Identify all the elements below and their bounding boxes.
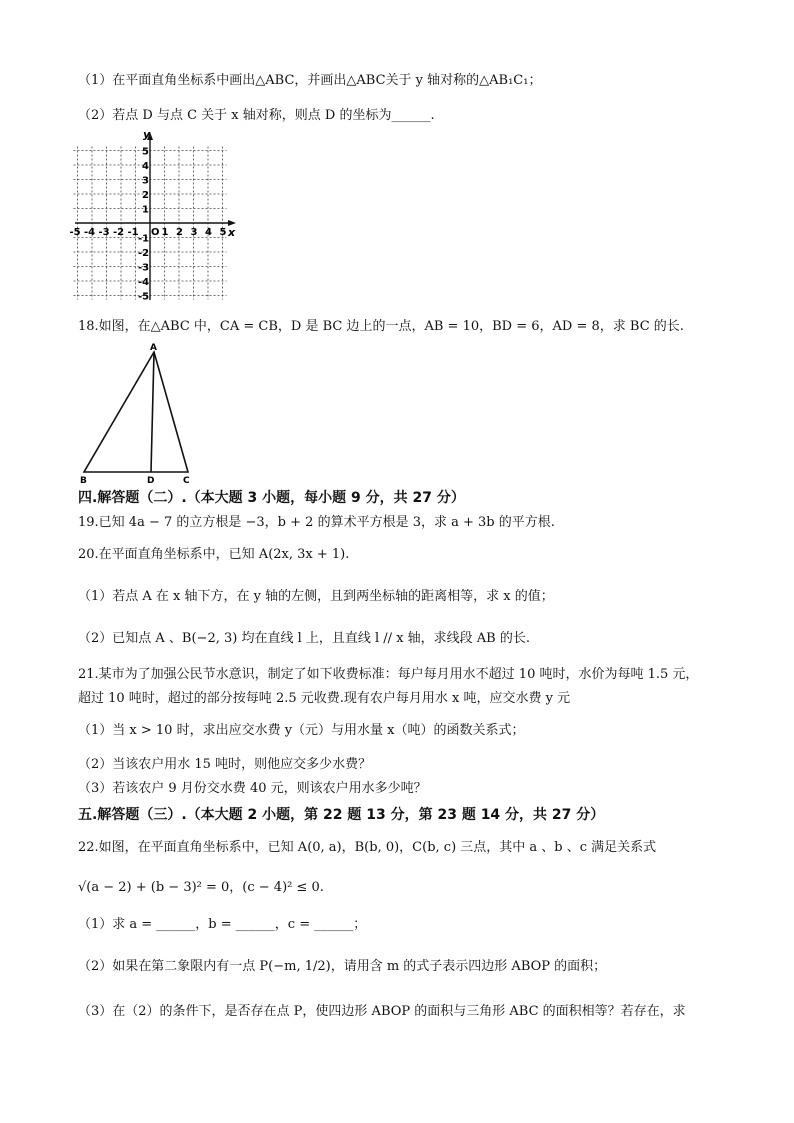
q20-text: 20.在平面直角坐标系中，已知 A(2x, 3x + 1). xyxy=(78,547,350,562)
q22-line1: 22.如图，在平面直角坐标系中，已知 A(0, a)，B(b, 0)，C(b, c) 三点，其中 a 、b 、c 满足关系式 xyxy=(78,840,657,855)
y-tick-label: 4 xyxy=(142,161,149,172)
x-tick-label: 2 xyxy=(176,227,183,238)
x-tick-label: -4 xyxy=(84,227,96,238)
x-tick-label: 4 xyxy=(205,227,212,238)
vertex-c-label: C xyxy=(183,476,190,485)
q20-part2: （2）已知点 A 、B(−2, 3) 均在直线 l 上，且直线 l // x 轴，求线段 AB 的长. xyxy=(78,631,530,646)
y-tick-label: 3 xyxy=(142,175,149,187)
q21-part3: （3）若该农户 9 月份交水费 40 元，则该农户用水多少吨？ xyxy=(78,781,427,796)
q17-part1: （1）在平面直角坐标系中画出△ABC，并画出△ABC关于 y 轴对称的△AB₁C₁； xyxy=(78,73,542,88)
x-tick-label: -5 xyxy=(70,227,81,238)
q22-part1: （1）求 a = ______，b = ______，c = ______； xyxy=(78,917,367,932)
y-tick-label: 5 xyxy=(142,146,149,158)
x-tick-label: -3 xyxy=(98,227,110,238)
y-tick-label: -1 xyxy=(138,233,150,245)
section5-heading: 五.解答题（三）.（本大题 2 小题，第 22 题 13 分，第 23 题 14 分，共 27 分） xyxy=(78,807,605,823)
y-tick-label: -4 xyxy=(138,277,150,288)
vertex-d-label: D xyxy=(147,476,155,485)
y-tick-label: 2 xyxy=(142,190,149,201)
x-tick-label: 3 xyxy=(190,227,198,238)
y-tick-label: -3 xyxy=(138,262,150,274)
segment-ad xyxy=(151,352,154,472)
vertex-b-label: B xyxy=(80,476,87,485)
q17-part2: （2）若点 D 与点 C 关于 x 轴对称，则点 D 的坐标为______. xyxy=(78,108,435,123)
q22-part3: （3）在（2）的条件下，是否存在点 P，使四边形 ABOP 的面积与三角形 ABC 的面积相等？若存在，求 xyxy=(78,1004,686,1019)
origin-label: O xyxy=(151,227,160,238)
q21-line2: 超过 10 吨时，超过的部分按每吨 2.5 元收费.现有农户每月用水 x 吨，应交水费 y 元 xyxy=(78,691,571,706)
coordinate-grid xyxy=(70,128,240,306)
vertex-a-label: A xyxy=(150,343,157,353)
q21-part2: （2）当该农户用水 15 吨时，则他应交多少水费？ xyxy=(78,757,372,772)
y-tick-label: -2 xyxy=(138,248,150,259)
q19-text: 19.已知 4a − 7 的立方根是 −3，b + 2 的算术平方根是 3，求 a + 3b 的平方根. xyxy=(78,515,555,530)
x-tick-label: 1 xyxy=(161,227,169,238)
q22-part2: （2）如果在第二象限内有一点 P(−m, 1/2)，请用含 m 的式子表示四边形 ABOP 的面积； xyxy=(78,959,607,974)
section4-heading: 四.解答题（二）.（本大题 3 小题，每小题 9 分，共 27 分） xyxy=(78,490,465,506)
x-tick-label: -1 xyxy=(127,227,139,238)
x-tick-label: -2 xyxy=(113,227,125,238)
x-axis-label: x xyxy=(228,226,236,239)
y-tick-label: 1 xyxy=(142,204,149,216)
q20-part1: （1）若点 A 在 x 轴下方，在 y 轴的左侧，且到两坐标轴的距离相等，求 x 的值； xyxy=(78,589,554,604)
y-axis-label: y xyxy=(143,128,151,141)
triangle-figure xyxy=(76,340,206,485)
q21-line1: 21.某市为了加强公民节水意识，制定了如下收费标准：每户每月用水不超过 10 吨时，水价为每吨 1.5 元， xyxy=(78,667,699,682)
q22-line2: √(a − 2) + (b − 3)² = 0，(c − 4)² ≤ 0. xyxy=(78,880,324,895)
y-tick-label: -5 xyxy=(138,291,150,303)
triangle-abc xyxy=(84,352,188,472)
q21-part1: （1）当 x > 10 时，求出应交水费 y（元）与用水量 x（吨）的函数关系式； xyxy=(78,723,525,738)
q18-text: 18.如图，在△ABC 中，CA = CB，D 是 BC 边上的一点，AB = 10，BD = 6，AD = 8，求 BC 的长. xyxy=(78,319,684,334)
x-tick-label: 5 xyxy=(219,227,227,238)
